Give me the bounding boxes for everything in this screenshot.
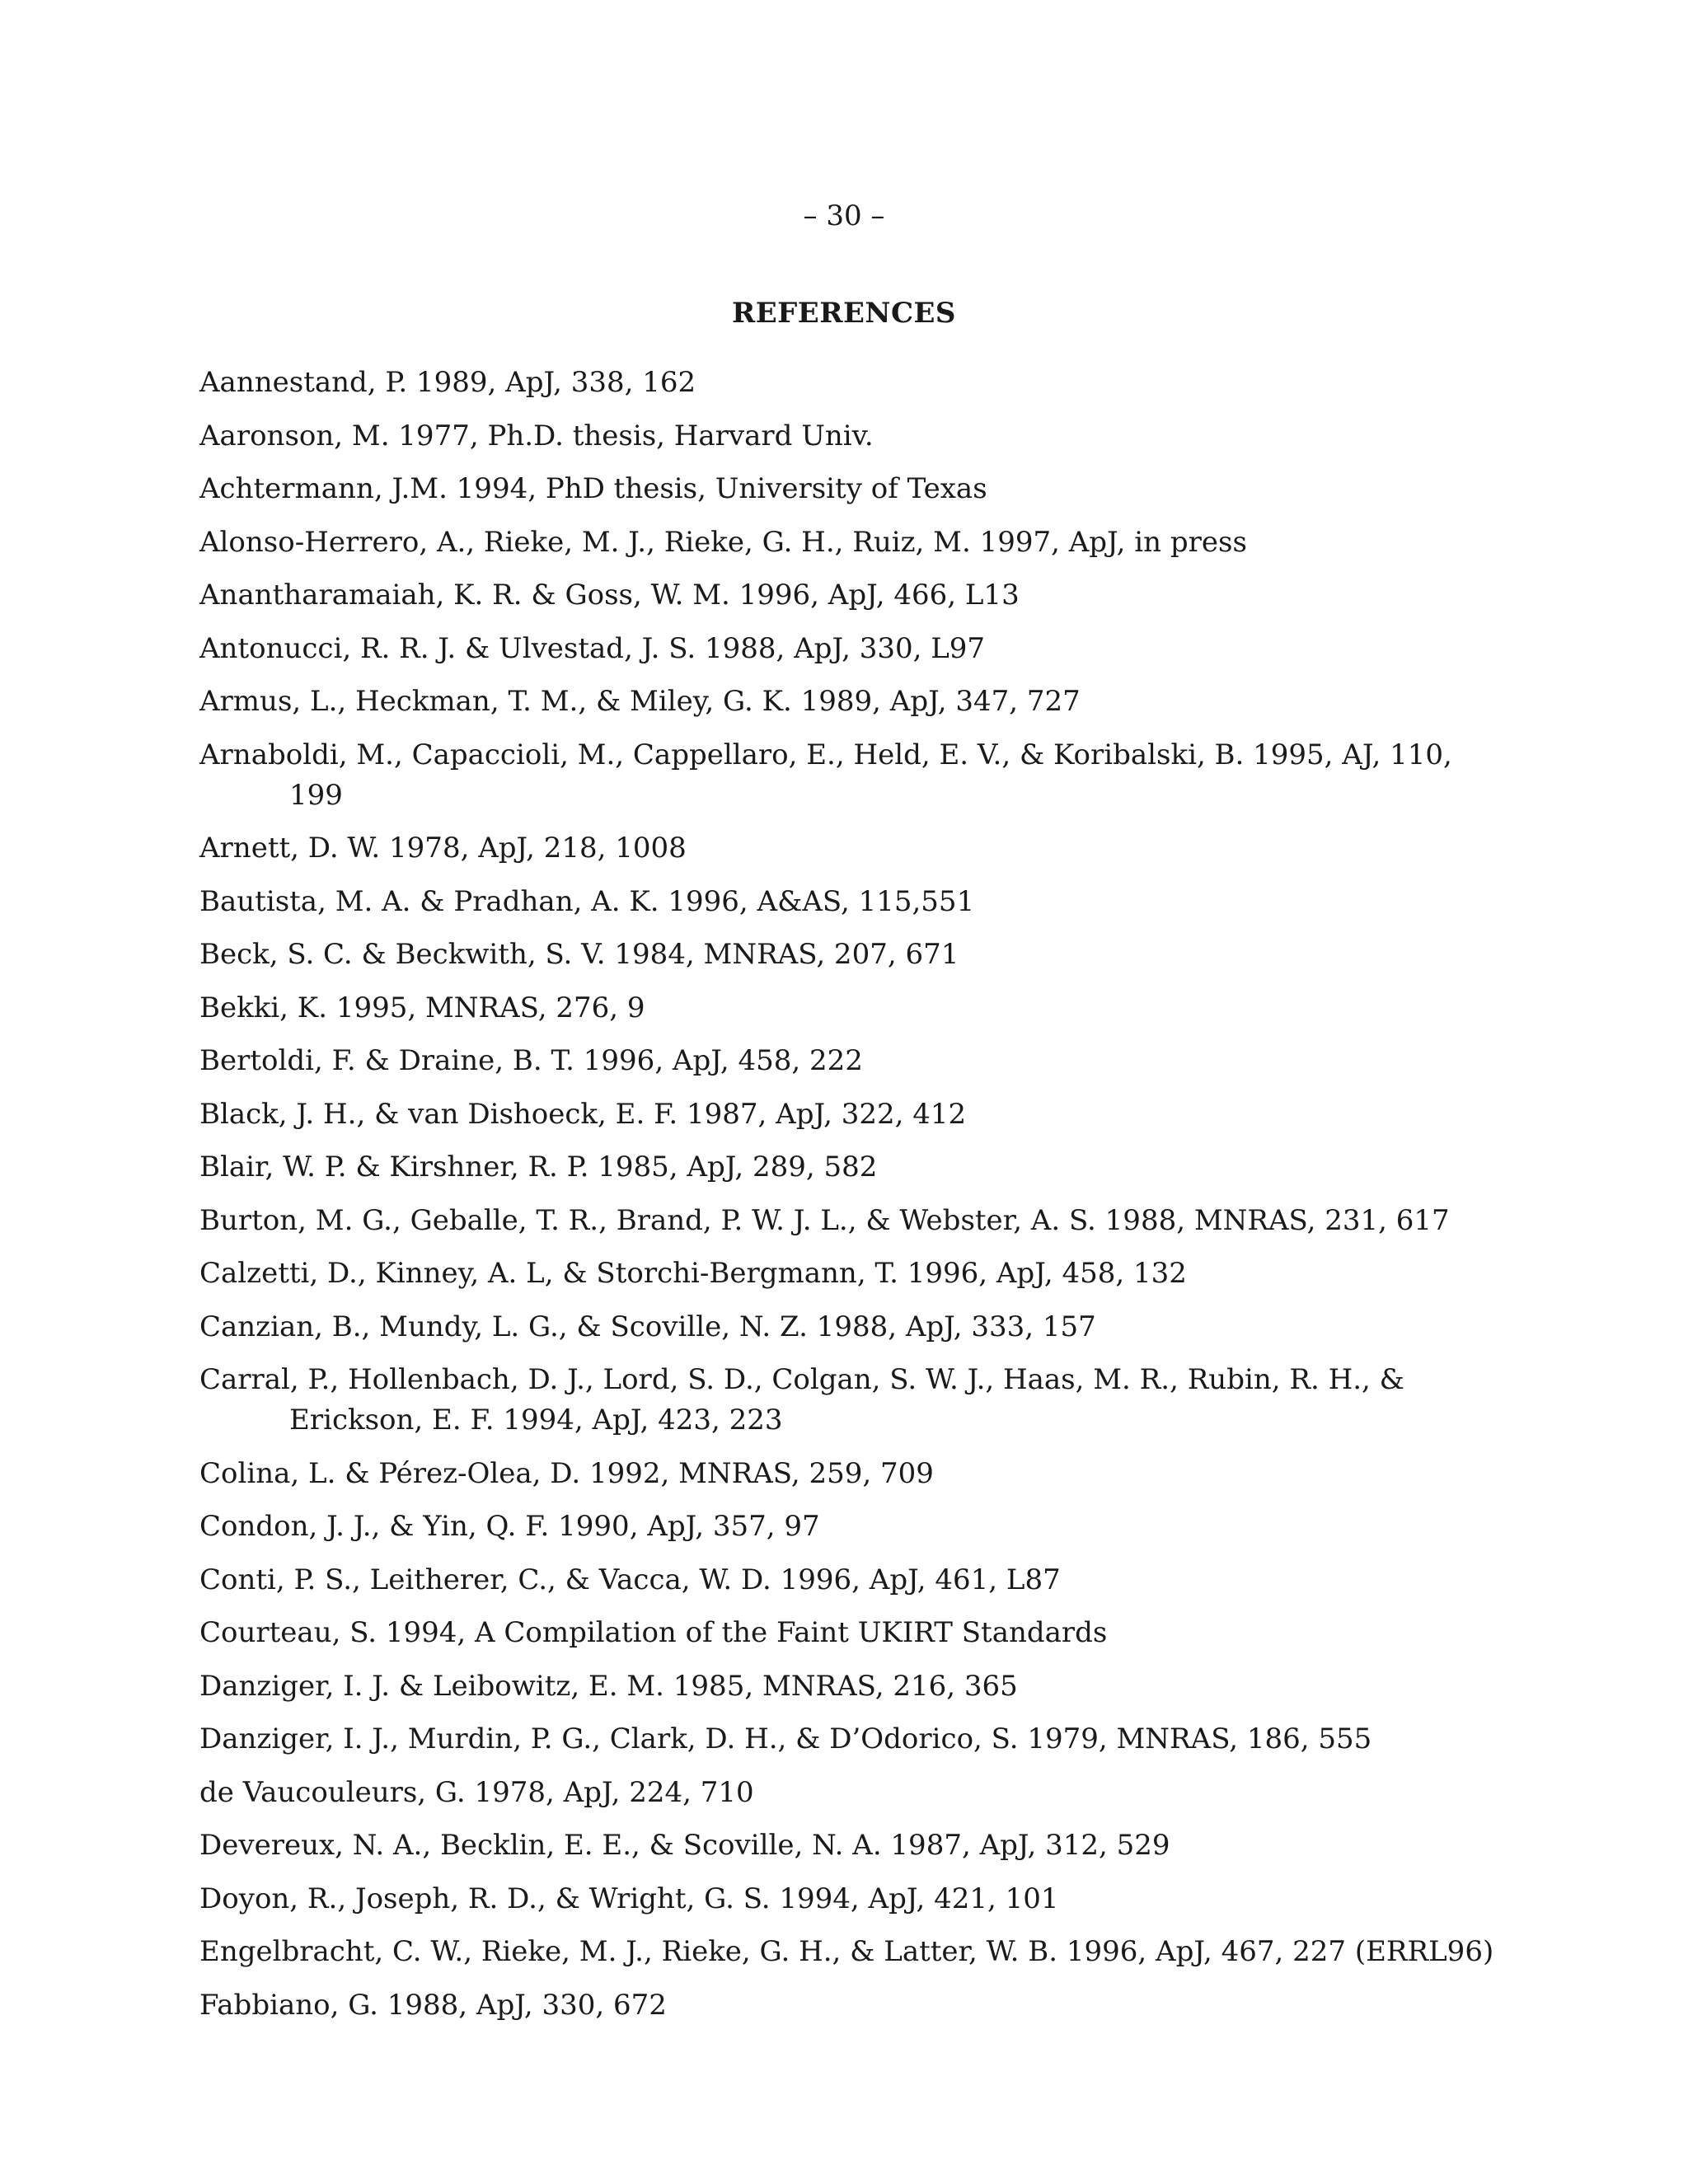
reference-item: Danziger, I. J., Murdin, P. G., Clark, D. H., & D’Odorico, S. 1979, MNRAS, 186, 555 bbox=[199, 1722, 1372, 1755]
reference-item: Condon, J. J., & Yin, Q. F. 1990, ApJ, 357, 97 bbox=[199, 1510, 820, 1543]
reference-item: Doyon, R., Joseph, R. D., & Wright, G. S. 1994, ApJ, 421, 101 bbox=[199, 1882, 1059, 1915]
reference-item: Bekki, K. 1995, MNRAS, 276, 9 bbox=[199, 991, 645, 1024]
page-number: – 30 – bbox=[803, 199, 885, 232]
reference-item: Black, J. H., & van Dishoeck, E. F. 1987, ApJ, 322, 412 bbox=[199, 1097, 967, 1131]
reference-item: Carral, P., Hollenbach, D. J., Lord, S. D., Colgan, S. W. J., Haas, M. R., Rubin, R. H., & Erickson, E. F. 1994, ApJ, 423, 223 bbox=[199, 1363, 1404, 1436]
reference-item: Courteau, S. 1994, A Compilation of the Faint UKIRT Standards bbox=[199, 1616, 1108, 1649]
reference-item: Blair, W. P. & Kirshner, R. P. 1985, ApJ, 289, 582 bbox=[199, 1151, 878, 1183]
reference-item: Beck, S. C. & Beckwith, S. V. 1984, MNRAS, 207, 671 bbox=[199, 938, 959, 971]
reference-item: Bertoldi, F. & Draine, B. T. 1996, ApJ, 458, 222 bbox=[199, 1044, 863, 1077]
section-heading: REFERENCES bbox=[731, 297, 956, 330]
reference-item: Anantharamaiah, K. R. & Goss, W. M. 1996, ApJ, 466, L13 bbox=[199, 579, 1020, 612]
reference-item: Arnett, D. W. 1978, ApJ, 218, 1008 bbox=[199, 832, 687, 865]
reference-item: Armus, L., Heckman, T. M., & Miley, G. K. 1989, ApJ, 347, 727 bbox=[199, 685, 1081, 718]
reference-item: Aaronson, M. 1977, Ph.D. thesis, Harvard Univ. bbox=[199, 419, 874, 452]
reference-item: Devereux, N. A., Becklin, E. E., & Scoville, N. A. 1987, ApJ, 312, 529 bbox=[199, 1829, 1170, 1862]
reference-item: Alonso-Herrero, A., Rieke, M. J., Rieke, G. H., Ruiz, M. 1997, ApJ, in press bbox=[199, 525, 1247, 559]
reference-list bbox=[199, 363, 1502, 2038]
reference-item: Aannestand, P. 1989, ApJ, 338, 162 bbox=[199, 366, 696, 399]
reference-item: Engelbracht, C. W., Rieke, M. J., Rieke, G. H., & Latter, W. B. 1996, ApJ, 467, 227 (ERRL96) bbox=[199, 1935, 1494, 1968]
reference-item: Bautista, M. A. & Pradhan, A. K. 1996, A&AS, 115,551 bbox=[199, 884, 975, 918]
reference-item: Burton, M. G., Geballe, T. R., Brand, P. W. J. L., & Webster, A. S. 1988, MNRAS, 231, 617 bbox=[199, 1203, 1450, 1237]
reference-item: Danziger, I. J. & Leibowitz, E. M. 1985, MNRAS, 216, 365 bbox=[199, 1669, 1018, 1703]
reference-item: Achtermann, J.M. 1994, PhD thesis, University of Texas bbox=[199, 472, 987, 505]
reference-item: Arnaboldi, M., Capaccioli, M., Cappellaro, E., Held, E. V., & Koribalski, B. 1995, AJ, 110, 199 bbox=[199, 738, 1452, 812]
reference-item: Canzian, B., Mundy, L. G., & Scoville, N. Z. 1988, ApJ, 333, 157 bbox=[199, 1310, 1096, 1343]
reference-item: Colina, L. & Pérez-Olea, D. 1992, MNRAS, 259, 709 bbox=[199, 1456, 934, 1490]
reference-item: Antonucci, R. R. J. & Ulvestad, J. S. 1988, ApJ, 330, L97 bbox=[199, 631, 986, 665]
reference-item: Fabbiano, G. 1988, ApJ, 330, 672 bbox=[199, 1988, 667, 2022]
reference-item: de Vaucouleurs, G. 1978, ApJ, 224, 710 bbox=[199, 1775, 754, 1809]
reference-item: Calzetti, D., Kinney, A. L, & Storchi-Bergmann, T. 1996, ApJ, 458, 132 bbox=[199, 1257, 1187, 1290]
reference-item: Conti, P. S., Leitherer, C., & Vacca, W. D. 1996, ApJ, 461, L87 bbox=[199, 1563, 1061, 1596]
